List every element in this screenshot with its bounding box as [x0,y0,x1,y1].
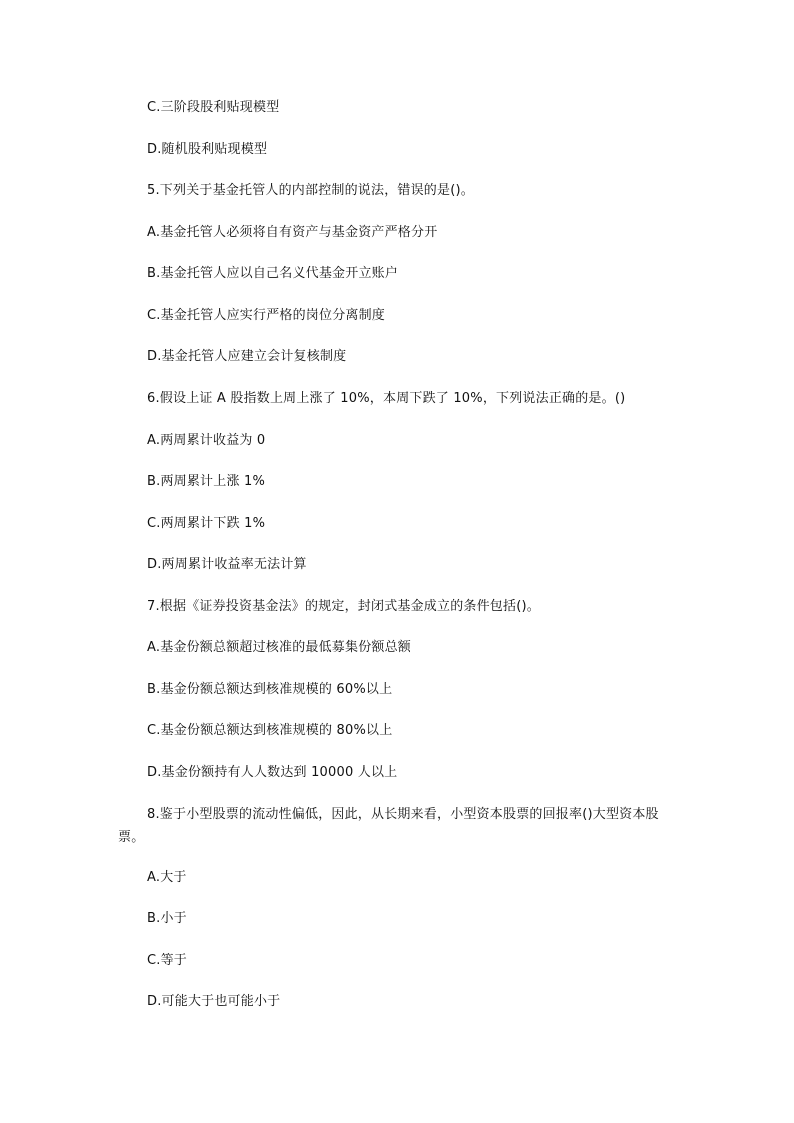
q5-question: 5.下列关于基金托管人的内部控制的说法，错误的是()。 [147,183,474,198]
q7-option-c: C.基金份额总额达到核准规模的 80%以上 [147,723,393,738]
q4-option-c: C.三阶段股利贴现模型 [147,100,280,115]
q6-option-c: C.两周累计下跌 1% [147,516,266,531]
q5-option-c: C.基金托管人应实行严格的岗位分离制度 [147,308,386,323]
q7-option-a: A.基金份额总额超过核准的最低募集份额总额 [147,640,411,655]
q5-option-b: B.基金托管人应以自己名义代基金开立账户 [147,266,399,281]
q7-option-d: D.基金份额持有人人数达到 10000 人以上 [147,765,398,780]
q5-option-d: D.基金托管人应建立会计复核制度 [147,349,347,364]
q8-option-d: D.可能大于也可能小于 [147,994,281,1009]
q8-question: 8.鉴于小型股票的流动性偏低，因此，从长期来看，小型资本股票的回报率()大型资本股票。 [118,807,659,845]
q8-option-a: A.大于 [147,870,187,885]
q6-option-d: D.两周累计收益率无法计算 [147,557,307,572]
q8-option-c: C.等于 [147,953,188,968]
q8-option-b: B.小于 [147,911,187,926]
q6-option-a: A.两周累计收益为 0 [147,433,266,448]
q6-option-b: B.两周累计上涨 1% [147,474,266,489]
q5-option-a: A.基金托管人必须将自有资产与基金资产严格分开 [147,225,438,240]
q7-question: 7.根据《证券投资基金法》的规定，封闭式基金成立的条件包括()。 [147,599,540,614]
q4-option-d: D.随机股利贴现模型 [147,142,268,157]
q6-question: 6.假设上证 A 股指数上周上涨了 10%，本周下跌了 10%，下列说法正确的是。() [147,391,626,406]
q7-option-b: B.基金份额总额达到核准规模的 60%以上 [147,682,393,697]
